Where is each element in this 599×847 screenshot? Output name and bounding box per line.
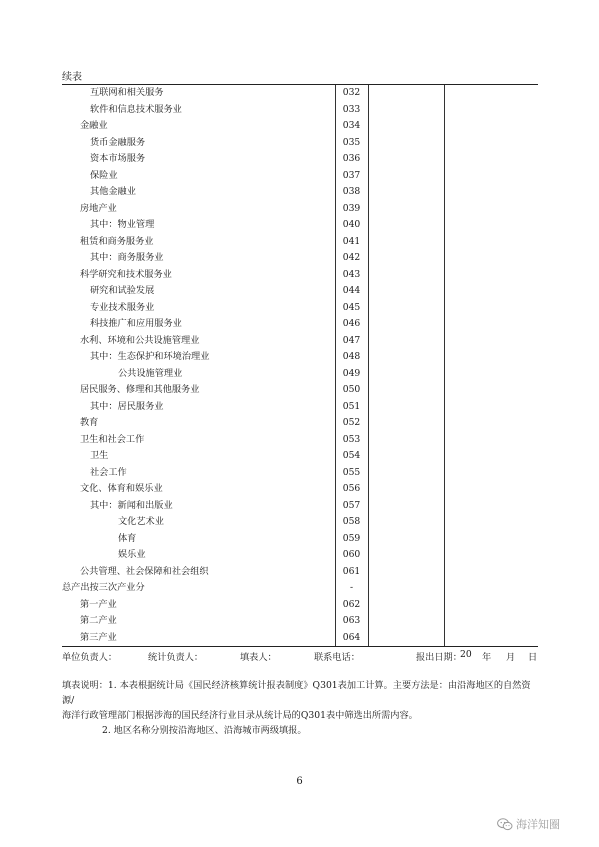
value-cell <box>368 151 444 168</box>
indicator-code: 052 <box>335 415 368 432</box>
indicator-name: 其他金融业 <box>90 186 136 197</box>
indicator-name: 第二产业 <box>80 615 117 626</box>
indicator-code: 055 <box>335 465 368 482</box>
table-row <box>62 217 538 234</box>
table-row <box>62 564 538 581</box>
value-cell <box>444 349 538 366</box>
table-row <box>62 382 538 399</box>
indicator-name: 租赁和商务服务业 <box>80 235 154 247</box>
indicator-code: 051 <box>335 399 368 416</box>
phone-label: 联系电话： <box>314 652 360 663</box>
table-row <box>62 366 538 383</box>
value-cell <box>444 580 538 597</box>
value-cell <box>444 547 538 564</box>
table-row <box>62 531 538 548</box>
indicator-code: 034 <box>335 118 368 135</box>
continued-label: 续表 <box>62 72 82 83</box>
value-cell <box>444 465 538 482</box>
indicator-code: 037 <box>335 168 368 185</box>
indicator-code: 057 <box>335 498 368 515</box>
table-row <box>62 201 538 218</box>
indicator-code: 061 <box>335 564 368 581</box>
value-cell <box>368 184 444 201</box>
statistics-table <box>62 84 538 647</box>
table-row <box>62 151 538 168</box>
value-cell <box>444 184 538 201</box>
table-row <box>62 118 538 135</box>
indicator-code: 063 <box>335 613 368 630</box>
indicator-name: 货币金融服务 <box>90 136 146 148</box>
value-cell <box>368 168 444 185</box>
value-cell <box>368 217 444 234</box>
value-cell <box>368 531 444 548</box>
value-cell <box>368 481 444 498</box>
value-cell <box>368 448 444 465</box>
indicator-code: 045 <box>335 300 368 317</box>
table-row <box>62 316 538 333</box>
unit-head-label: 单位负责人： <box>62 652 118 663</box>
value-cell <box>368 201 444 218</box>
filling-notes <box>62 678 542 738</box>
indicator-name: 娱乐业 <box>118 549 146 560</box>
table-row <box>62 300 538 317</box>
indicator-name: 其中：生态保护和环境治理业 <box>90 351 210 362</box>
table-row <box>62 613 538 630</box>
table-row <box>62 333 538 350</box>
value-cell <box>368 234 444 251</box>
report-date-label: 报出日期： <box>416 652 462 663</box>
value-cell <box>368 613 444 630</box>
indicator-code: 038 <box>335 184 368 201</box>
indicator-code: 035 <box>335 135 368 152</box>
indicator-name: 科技推广和应用服务业 <box>90 318 182 329</box>
value-cell <box>444 366 538 383</box>
wechat-icon <box>497 818 513 831</box>
value-cell <box>368 580 444 597</box>
table-row <box>62 184 538 201</box>
value-cell <box>444 564 538 581</box>
indicator-code: 064 <box>335 630 368 647</box>
watermark <box>497 816 560 832</box>
indicator-code: 047 <box>335 333 368 350</box>
indicator-name: 资本市场服务 <box>90 153 146 164</box>
indicator-code: 049 <box>335 366 368 383</box>
table-row <box>62 514 538 531</box>
indicator-name: 金融业 <box>80 120 108 131</box>
indicator-code: - <box>335 580 368 597</box>
table-row <box>62 168 538 185</box>
note-line-2: 海洋行政管理部门根据涉海的国民经济行业目录从统计局的Q301表中筛选出所需内容。 <box>62 710 418 721</box>
value-cell <box>444 85 538 102</box>
value-cell <box>444 102 538 119</box>
value-cell <box>444 382 538 399</box>
indicator-name: 其中：物业管理 <box>90 219 155 230</box>
indicator-code: 046 <box>335 316 368 333</box>
indicator-name: 居民服务、修理和其他服务业 <box>80 384 200 395</box>
indicator-name: 总产出按三次产业分 <box>62 582 145 593</box>
indicator-name: 教育 <box>80 417 99 428</box>
table-row <box>62 547 538 564</box>
indicator-code: 048 <box>335 349 368 366</box>
indicator-name: 第三产业 <box>62 630 335 647</box>
table-row <box>62 234 538 251</box>
indicator-name: 其中：居民服务业 <box>90 400 164 412</box>
table-row <box>62 135 538 152</box>
value-cell <box>444 300 538 317</box>
indicator-code: 042 <box>335 250 368 267</box>
value-cell <box>368 349 444 366</box>
table-row <box>62 250 538 267</box>
filler-label: 填表人： <box>240 652 277 663</box>
value-cell <box>368 465 444 482</box>
value-cell <box>368 547 444 564</box>
value-cell <box>368 597 444 614</box>
indicator-name: 其中：新闻和出版业 <box>90 499 173 511</box>
day-label: 日 <box>528 652 538 663</box>
value-cell <box>368 316 444 333</box>
table-row <box>62 349 538 366</box>
indicator-name: 专业技术服务业 <box>90 301 155 313</box>
indicator-name: 卫生 <box>90 450 109 461</box>
table-row <box>62 465 538 482</box>
table-row <box>62 85 538 102</box>
table-row <box>62 448 538 465</box>
indicator-name: 研究和试验发展 <box>90 285 155 296</box>
value-cell <box>368 267 444 284</box>
value-cell <box>444 481 538 498</box>
value-cell <box>368 300 444 317</box>
indicator-code: 044 <box>335 283 368 300</box>
indicator-name: 互联网和相关服务 <box>62 85 335 102</box>
value-cell <box>444 415 538 432</box>
indicator-name: 科学研究和技术服务业 <box>80 268 172 280</box>
indicator-code: 033 <box>335 102 368 119</box>
year-label: 年 <box>482 652 492 663</box>
value-cell <box>444 217 538 234</box>
value-cell <box>444 333 538 350</box>
table-row <box>62 580 538 597</box>
indicator-name: 文化、体育和娱乐业 <box>80 483 163 494</box>
indicator-name: 卫生和社会工作 <box>80 433 145 445</box>
value-cell <box>444 201 538 218</box>
value-cell <box>368 333 444 350</box>
value-cell <box>368 415 444 432</box>
value-cell <box>444 250 538 267</box>
table-body <box>62 85 538 647</box>
indicator-code: 050 <box>335 382 368 399</box>
table-row <box>62 399 538 416</box>
indicator-code: 039 <box>335 201 368 218</box>
value-cell <box>444 432 538 449</box>
table-row <box>62 432 538 449</box>
indicator-name: 体育 <box>118 532 137 544</box>
value-cell <box>368 432 444 449</box>
indicator-code: 059 <box>335 531 368 548</box>
value-cell <box>444 316 538 333</box>
table-row <box>62 498 538 515</box>
value-cell <box>444 168 538 185</box>
indicator-name: 保险业 <box>90 169 118 181</box>
value-cell <box>368 118 444 135</box>
value-cell <box>368 250 444 267</box>
value-cell <box>444 448 538 465</box>
value-cell <box>444 597 538 614</box>
note-line-3: 2. 地区名称分别按沿海地区、沿海城市两级填报。 <box>102 725 307 736</box>
value-cell <box>368 498 444 515</box>
page-number: 6 <box>296 776 303 787</box>
table-row <box>62 630 538 647</box>
indicator-name: 房地产业 <box>80 202 117 214</box>
report-date-year: 20 <box>460 649 472 660</box>
value-cell <box>368 102 444 119</box>
indicator-name: 公共管理、社会保障和社会组织 <box>80 565 209 577</box>
watermark-text: 海洋知圈 <box>516 818 560 831</box>
indicator-code: 036 <box>335 151 368 168</box>
value-cell <box>444 630 538 647</box>
indicator-code: 043 <box>335 267 368 284</box>
indicator-code: 062 <box>335 597 368 614</box>
indicator-name: 社会工作 <box>90 466 127 478</box>
indicator-name: 公共设施管理业 <box>118 367 183 379</box>
value-cell <box>368 85 444 102</box>
value-cell <box>444 613 538 630</box>
value-cell <box>368 630 444 647</box>
value-cell <box>368 135 444 152</box>
indicator-code: 056 <box>335 481 368 498</box>
indicator-name: 第一产业 <box>80 598 117 610</box>
table-row <box>62 597 538 614</box>
value-cell <box>444 399 538 416</box>
indicator-code: 060 <box>335 547 368 564</box>
value-cell <box>368 514 444 531</box>
table-row <box>62 267 538 284</box>
value-cell <box>368 382 444 399</box>
value-cell <box>368 564 444 581</box>
table-row <box>62 283 538 300</box>
month-label: 月 <box>506 652 516 663</box>
indicator-code: 041 <box>335 234 368 251</box>
indicator-name: 其中：商务服务业 <box>90 252 164 263</box>
table-row <box>62 102 538 119</box>
table-row <box>62 415 538 432</box>
value-cell <box>444 283 538 300</box>
value-cell <box>444 531 538 548</box>
note-line-1: 填表说明：1. 本表根据统计局《国民经济核算统计报表制度》Q301表加工计算。主要方法是：由沿海地区的自然资源/ <box>62 680 531 706</box>
indicator-name: 水利、环境和公共设施管理业 <box>80 334 200 346</box>
indicator-code: 058 <box>335 514 368 531</box>
indicator-name: 文化艺术业 <box>118 516 164 527</box>
indicator-code: 054 <box>335 448 368 465</box>
table-row <box>62 481 538 498</box>
value-cell <box>444 135 538 152</box>
value-cell <box>368 399 444 416</box>
stat-head-label: 统计负责人： <box>148 652 204 663</box>
indicator-code: 040 <box>335 217 368 234</box>
value-cell <box>444 514 538 531</box>
value-cell <box>368 366 444 383</box>
value-cell <box>368 283 444 300</box>
value-cell <box>444 267 538 284</box>
indicator-name: 软件和信息技术服务业 <box>90 103 182 115</box>
indicator-code: 032 <box>335 85 368 102</box>
value-cell <box>444 118 538 135</box>
value-cell <box>444 498 538 515</box>
value-cell <box>444 234 538 251</box>
value-cell <box>444 151 538 168</box>
indicator-code: 053 <box>335 432 368 449</box>
